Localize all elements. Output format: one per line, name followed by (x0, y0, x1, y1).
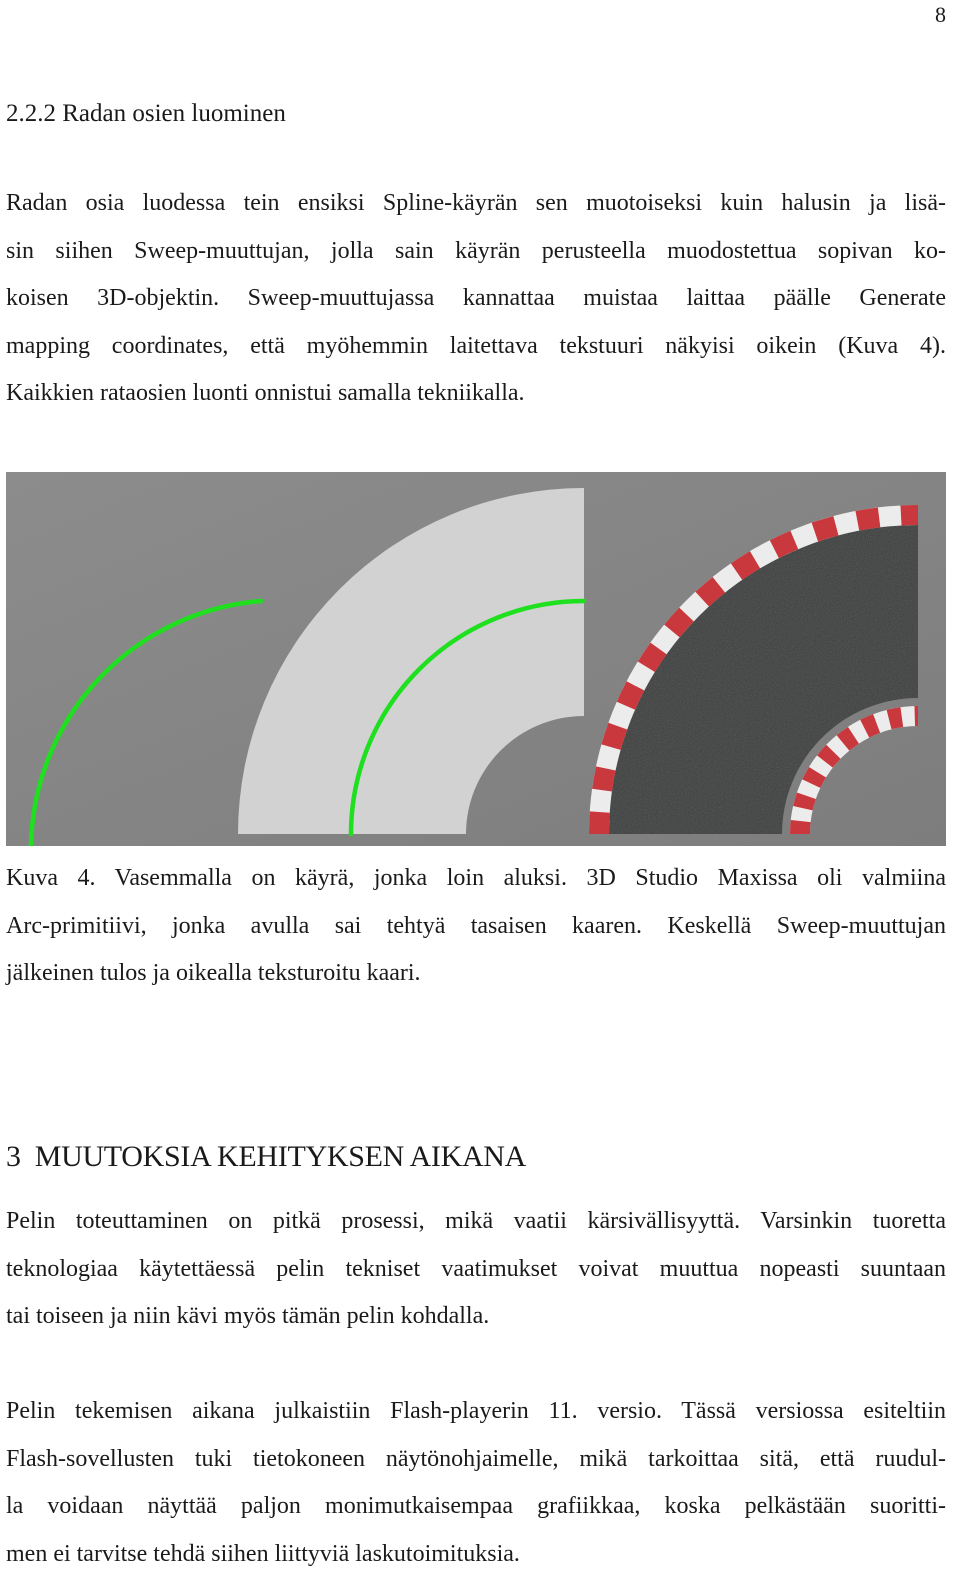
track-arc-figure (6, 472, 946, 846)
text-line: Flash-sovellusten tuki tietokoneen näytönohjaimelle, mikä tarkoittaa sitä, että ruudul- (6, 1445, 946, 1472)
caption-line: jälkeinen tulos ja oikealla teksturoitu kaari. (6, 960, 421, 986)
chapter-paragraph-1 (6, 1198, 946, 1341)
text-line: Pelin tekemisen aikana julkaistiin Flash-playerin 11. versio. Tässä versiossa esiteltiin (6, 1398, 946, 1424)
caption-line: Arc-primitiivi, jonka avulla sai tehtyä tasaisen kaaren. Keskellä Sweep-muuttujan (6, 912, 946, 939)
page-number: 8 (935, 2, 946, 27)
text-line: tai toiseen ja niin kävi myös tämän pelin kohdalla. (6, 1303, 490, 1329)
chapter-heading (6, 1140, 526, 1174)
chapter-title: MUUTOKSIA KEHITYKSEN AIKANA (34, 1140, 527, 1173)
section-heading: 2.2.2 Radan osien luominen (6, 100, 286, 127)
text-line: la voidaan näyttää paljon monimutkaisempaa grafiikkaa, koska pelkästään suoritti- (6, 1493, 946, 1519)
text-line: Radan osia luodessa tein ensiksi Spline-käyrän sen muotoiseksi kuin halusin ja lisä- (6, 190, 946, 216)
chapter-number: 3 (6, 1140, 21, 1173)
text-line: mapping coordinates, että myöhemmin laitettava tekstuuri näkyisi oikein (Kuva 4). (6, 332, 946, 359)
text-line: teknologiaa käytettäessä pelin tekniset vaatimukset voivat muuttua nopeasti suuntaan (6, 1255, 946, 1282)
text-line: koisen 3D-objektin. Sweep-muuttujassa kannattaa muistaa laittaa päälle Generate (6, 285, 946, 311)
figure-caption (6, 855, 946, 998)
caption-line: Kuva 4. Vasemmalla on käyrä, jonka loin aluksi. 3D Studio Maxissa oli valmiina (6, 865, 946, 891)
text-line: men ei tarvitse tehdä siihen liittyviä laskutoimituksia. (6, 1540, 520, 1567)
section-paragraph (6, 180, 946, 418)
text-line: sin siihen Sweep-muuttujan, jolla sain käyrän perusteella muodostettua sopivan ko- (6, 237, 946, 264)
text-line: Kaikkien rataosien luonti onnistui samalla tekniikalla. (6, 380, 525, 406)
text-line: Pelin toteuttaminen on pitkä prosessi, mikä vaatii kärsivällisyyttä. Varsinkin tuoretta (6, 1208, 946, 1234)
chapter-paragraph-2 (6, 1388, 946, 1578)
